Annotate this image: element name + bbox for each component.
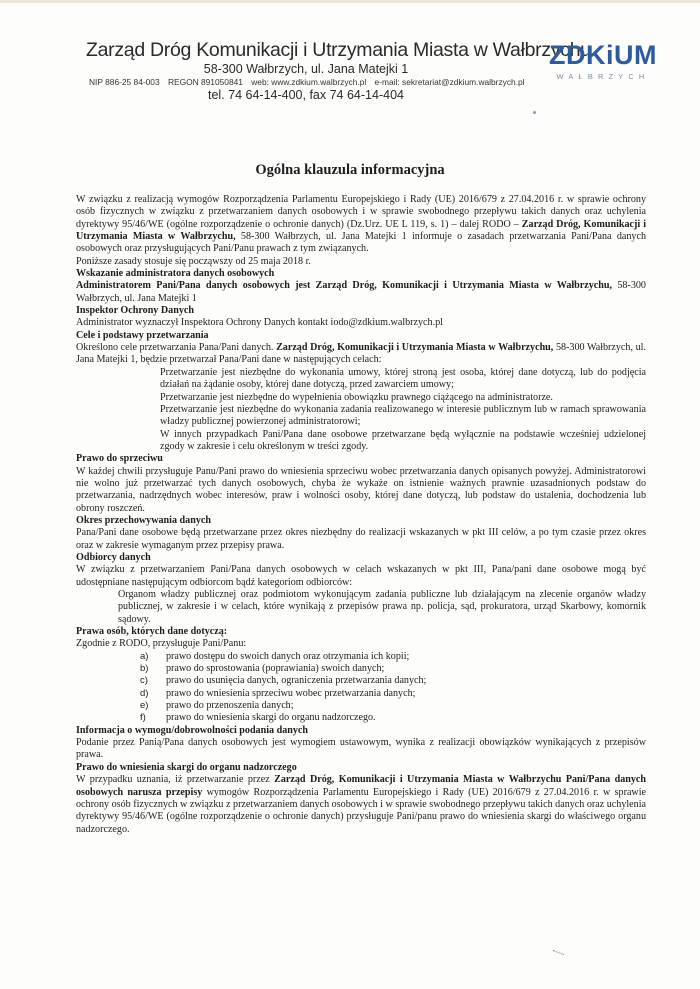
admin-rest: 58-300 Wałbrzych, ul. Jana Matejki 1 — [76, 280, 646, 304]
list-item-text: prawo do przenoszenia danych; — [166, 700, 294, 712]
purposes-bold: Zarząd Dróg, Komunikacji i Utrzymania Miasta w Wałbrzychu, — [276, 342, 554, 354]
purposes-text: Określono cele przetwarzania Pana/Pani danych. — [76, 342, 277, 354]
list-item — [76, 700, 646, 712]
logo-dot — [533, 111, 536, 114]
intro-paragraph — [76, 194, 646, 256]
scan-mark — [552, 950, 565, 958]
scan-edge — [0, 0, 700, 3]
list-item — [76, 675, 646, 687]
list-marker: e) — [140, 700, 149, 712]
section-heading: Inspektor Ochrony Danych — [76, 305, 194, 317]
section-heading: Odbiorcy danych — [76, 551, 151, 563]
list-item-text: prawo do sprostowania (poprawiania) swoich danych; — [166, 663, 385, 675]
logo-city: WAŁBRZYCH — [556, 72, 650, 81]
obligation-paragraph: Podanie przez Panią/Pana danych osobowych jest wymogiem ustawowym, wynika z realizacji obowiązków wynikających z przepisów prawa. — [76, 737, 646, 761]
section-heading: Prawo do sprzeciwu — [76, 453, 163, 465]
list-item-text: prawo do wniesienia skargi do organu nadzorczego. — [166, 712, 376, 724]
web: web: www.zdkium.walbrzych.pl — [251, 77, 367, 87]
list-item-text: prawo dostępu do swoich danych oraz otrzymania ich kopii; — [166, 650, 410, 662]
recipients-sub: Organom władzy publicznej oraz podmiotom wykonującym zadania publiczne lub działającym na zlecenie organów władzy publicznej, w zakresie i w celach, które wynikają z przepisów prawa np. policja, sąd, prokuratora, urząd Skarbowy, komornik sądowy. — [118, 589, 646, 625]
section-heading: Cele i podstawy przetwarzania — [76, 329, 209, 341]
letterhead-text — [86, 38, 591, 103]
org-ids — [86, 77, 526, 88]
nip: NIP 886-25 84-003 — [89, 77, 160, 87]
zdkium-logo — [538, 40, 668, 82]
section-heading: Wskazanie administratora danych osobowych — [76, 268, 275, 280]
document-body — [76, 194, 646, 836]
purpose-item: Przetwarzanie jest niezbędne do wypełnienia obowiązku prawnego ciążącego na administratorze. — [160, 391, 553, 403]
list-marker: c) — [140, 675, 148, 687]
recipients-paragraph: W związku z przetwarzaniem Pani/Pana danych osobowych w celach wskazanych w pkt III, Pana/pani dane osobowe mogą być udostępniane następującym odbiorcom bądź kategoriom odbiorców: — [76, 564, 646, 588]
list-item — [76, 651, 646, 663]
purpose-item: Przetwarzanie jest niezbędne do wykonania zadania realizowanego w interesie publicznym lub w ramach sprawowania władzy publicznej powierzonej administratorowi; — [160, 403, 646, 428]
admin-bold: Administratorem Pani/Pana danych osobowych jest Zarząd Dróg, Komunikacji i Utrzymania Miasta w Wałbrzychu, — [76, 280, 613, 292]
purposes-rest: 58-300 Wałbrzych, ul. Jana Matejki 1, będzie przetwarzał Pana/Pani dane w następujących celach: — [76, 342, 646, 366]
retention-paragraph: Pana/Pani dane osobowe będą przetwarzane przez okres niezbędny do realizacji wskazanych w pkt III celów, a po tym czasie przez okres oraz w zakresie wymaganym przez przepisy prawa. — [76, 527, 646, 551]
complaint-text: W przypadku uznania, iż przetwarzanie przez — [76, 774, 275, 786]
complaint-rest: wymogów Rozporządzenia Parlamentu Europejskiego i Rady (UE) 2016/679 z 27.04.2016 r. w sprawie ochrony osób fizycznych w związku z przetwarzaniem danych osobowych i w sprawie swobodnego przepływu takich danych oraz uchylenia dyrektywy 95/46/WE (ogólne rozporządzenie o ochronie danych) przysługuje Pani/panu prawo do wniesienia skargi do właściwego organu nadzorczego. — [76, 786, 646, 835]
objection-paragraph: W każdej chwili przysługuje Panu/Pani prawo do wniesienia sprzeciwu wobec przetwarzania danych opisanych powyżej. Administratorowi nie wolno już przetwarzać tych danych osobowych, chyba że wykaże on istnienie ważnych prawnie uzasadnionych podstaw do przetwarzania, nadrzędnych wobec interesów, praw i wolności osoby, której dane dotyczą, lub podstaw do ustalenia, dochodzenia lub obrony roszczeń. — [76, 465, 646, 514]
list-marker: d) — [140, 687, 149, 699]
section-heading: Informacja o wymogu/dobrowolności podania danych — [76, 724, 309, 736]
iod-paragraph: Administrator wyznaczył Inspektora Ochrony Danych kontakt iodo@zdkium.walbrzych.pl — [76, 317, 443, 329]
document-title: Ogólna klauzula informacyjna — [255, 162, 445, 178]
org-address: 58-300 Wałbrzych, ul. Jana Matejki 1 — [203, 62, 409, 76]
intro-date: Poniższe zasady stosuje się począwszy od 25 maja 2018 r. — [76, 255, 311, 267]
section-heading: Prawa osób, których dane dotyczą: — [76, 626, 228, 638]
list-item — [76, 712, 646, 724]
list-marker: f) — [140, 712, 146, 724]
list-item — [76, 663, 646, 675]
purpose-item: Przetwarzanie jest niezbędne do wykonania umowy, której stroną jest osoba, której dane dotyczą, lub do podjęcia działań na żądanie osoby, której dane dotyczą, przed zawarciem umowy; — [160, 366, 646, 391]
email: e-mail: sekretariat@zdkium.walbrzych.pl — [374, 77, 525, 87]
complaint-paragraph — [76, 774, 646, 836]
purpose-item: W innych przypadkach Pani/Pana dane osobowe przetwarzane będą wyłącznie na podstawie wcześniej udzielonej zgody w zakresie i celu określonym w treści zgody. — [160, 428, 646, 452]
list-marker: b) — [140, 663, 149, 675]
intro-text: W związku z realizacją wymogów Rozporządzenia Parlamentu Europejskiego i Rady (UE) 2016/679 z 27.04.2016 r. w sprawie ochrony osób fizycznych w związku z przetwarzaniem danych osobowych i w sprawie swobodnego przepływu takich danych oraz uchylenia dyrektywy 95/46/WE (ogólne rozporządzenie o ochronie danych) (Dz.Urz. UE L 119, s. 1) – dalej RODO – — [76, 194, 646, 230]
letterhead — [0, 38, 700, 118]
org-phone: tel. 74 64-14-400, fax 74 64-14-404 — [208, 88, 404, 102]
list-item-text: prawo do usunięcia danych, ograniczenia przetwarzania danych; — [166, 675, 427, 687]
list-item — [76, 688, 646, 700]
complaint-bold: Zarząd Dróg, Komunikacji i Utrzymania Miasta w Wałbrzychu Pani/Pana danych osobowych narusza przepisy — [76, 774, 646, 798]
rights-intro: Zgodnie z RODO, przysługuje Pani/Panu: — [76, 638, 247, 650]
list-marker: a) — [140, 650, 149, 662]
org-name: Zarząd Dróg Komunikacji i Utrzymania Miasta w Wałbrzychu — [86, 39, 591, 61]
list-item-text: prawo do wniesienia sprzeciwu wobec przetwarzania danych; — [166, 687, 416, 699]
purposes-paragraph — [76, 342, 646, 367]
intro-bold: Zarząd Dróg, Komunikacji i Utrzymania Miasta w Wałbrzychu, — [76, 218, 646, 243]
admin-paragraph — [76, 280, 646, 305]
intro-text-rest: 58-300 Wałbrzych, ul. Jana Matejki 1 informuje o zasadach przetwarzania Pani/Pana danych osobowych oraz przysługujących Pani/Panu prawach z tym związanych. — [76, 231, 646, 255]
logo-word: ZDKiUM — [549, 40, 657, 70]
section-heading: Prawo do wniesienia skargi do organu nadzorczego — [76, 761, 297, 773]
rights-list — [76, 651, 646, 725]
regon: REGON 891050841 — [167, 77, 243, 87]
section-heading: Okres przechowywania danych — [76, 514, 211, 526]
